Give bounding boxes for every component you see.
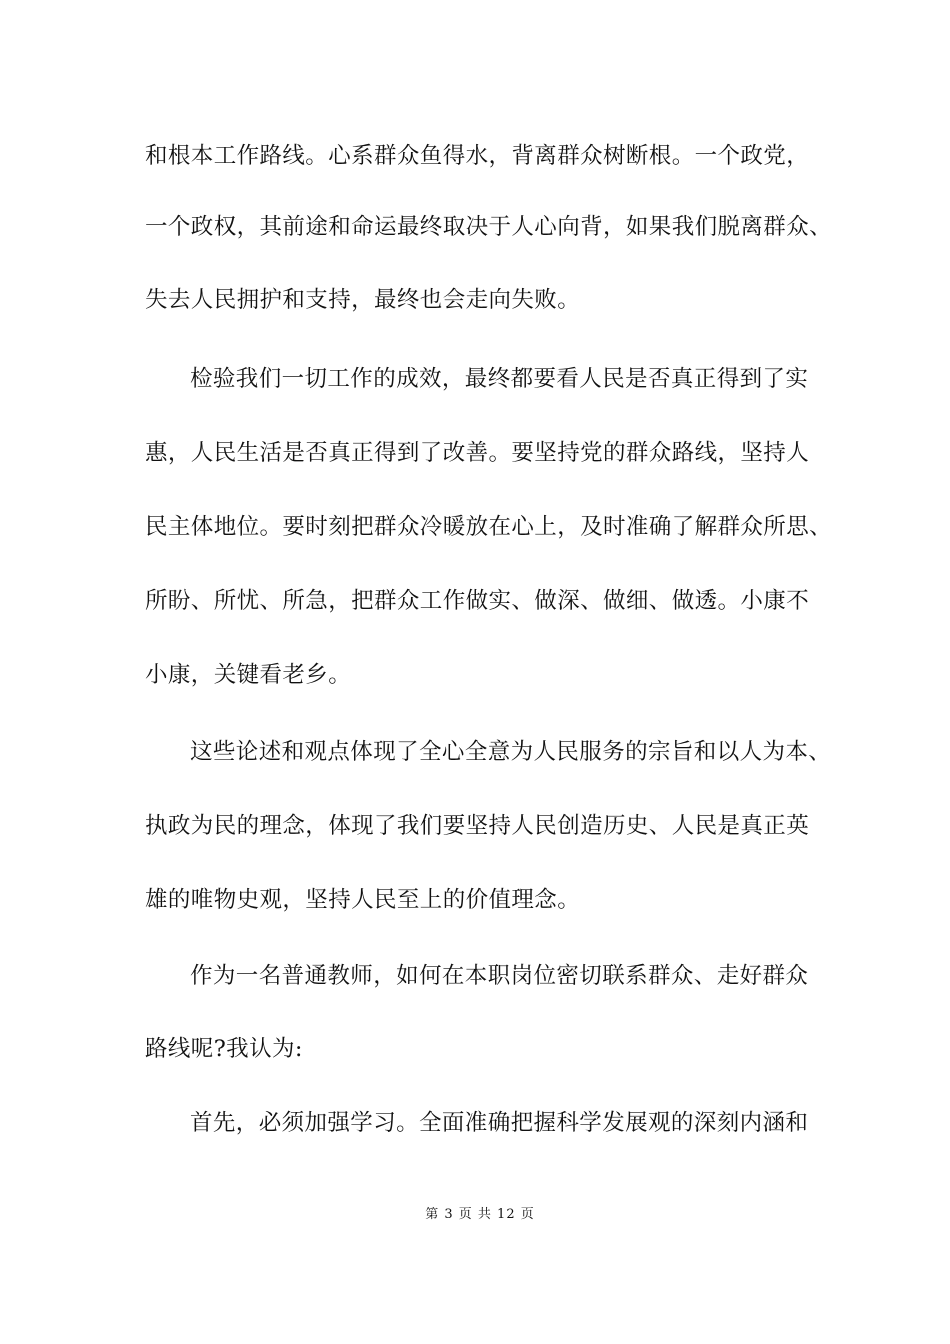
paragraph-start-line: 首先，必须加强学习。全面准确把握科学发展观的深刻内涵和 [190, 1110, 809, 1136]
text-line-2: 一个政权，其前途和命运最终取决于人心向背，如果我们脱离群众、 [145, 214, 833, 240]
text-line-11: 雄的唯物史观，坚持人民至上的价值理念。 [145, 887, 581, 913]
paragraph-start-line: 检验我们一切工作的成效，最终都要看人民是否真正得到了实 [190, 366, 809, 392]
page-footer: 第 3 页 共 12 页 [425, 1207, 535, 1222]
text-line-7: 所盼、所忧、所急，把群众工作做实、做深、做细、做透。小康不 [145, 588, 810, 614]
text-line-3: 失去人民拥护和支持，最终也会走向失败。 [145, 287, 581, 313]
text-line-8: 小康，关键看老乡。 [145, 662, 352, 688]
text-line-5: 惠，人民生活是否真正得到了改善。要坚持党的群众路线，坚持人 [145, 440, 810, 466]
paragraph-start-line: 这些论述和观点体现了全心全意为人民服务的宗旨和以人为本、 [190, 739, 832, 765]
text-line-1: 和根本工作路线。心系群众鱼得水，背离群众树断根。一个政党， [145, 143, 810, 169]
text-line-6: 民主体地位。要时刻把群众冷暖放在心上，及时准确了解群众所思、 [145, 514, 833, 540]
text-line-13: 路线呢?我认为: [145, 1036, 303, 1062]
text-line-10: 执政为民的理念，体现了我们要坚持人民创造历史、人民是真正英 [145, 813, 810, 839]
paragraph-start-line: 作为一名普通教师，如何在本职岗位密切联系群众、走好群众 [190, 963, 809, 989]
